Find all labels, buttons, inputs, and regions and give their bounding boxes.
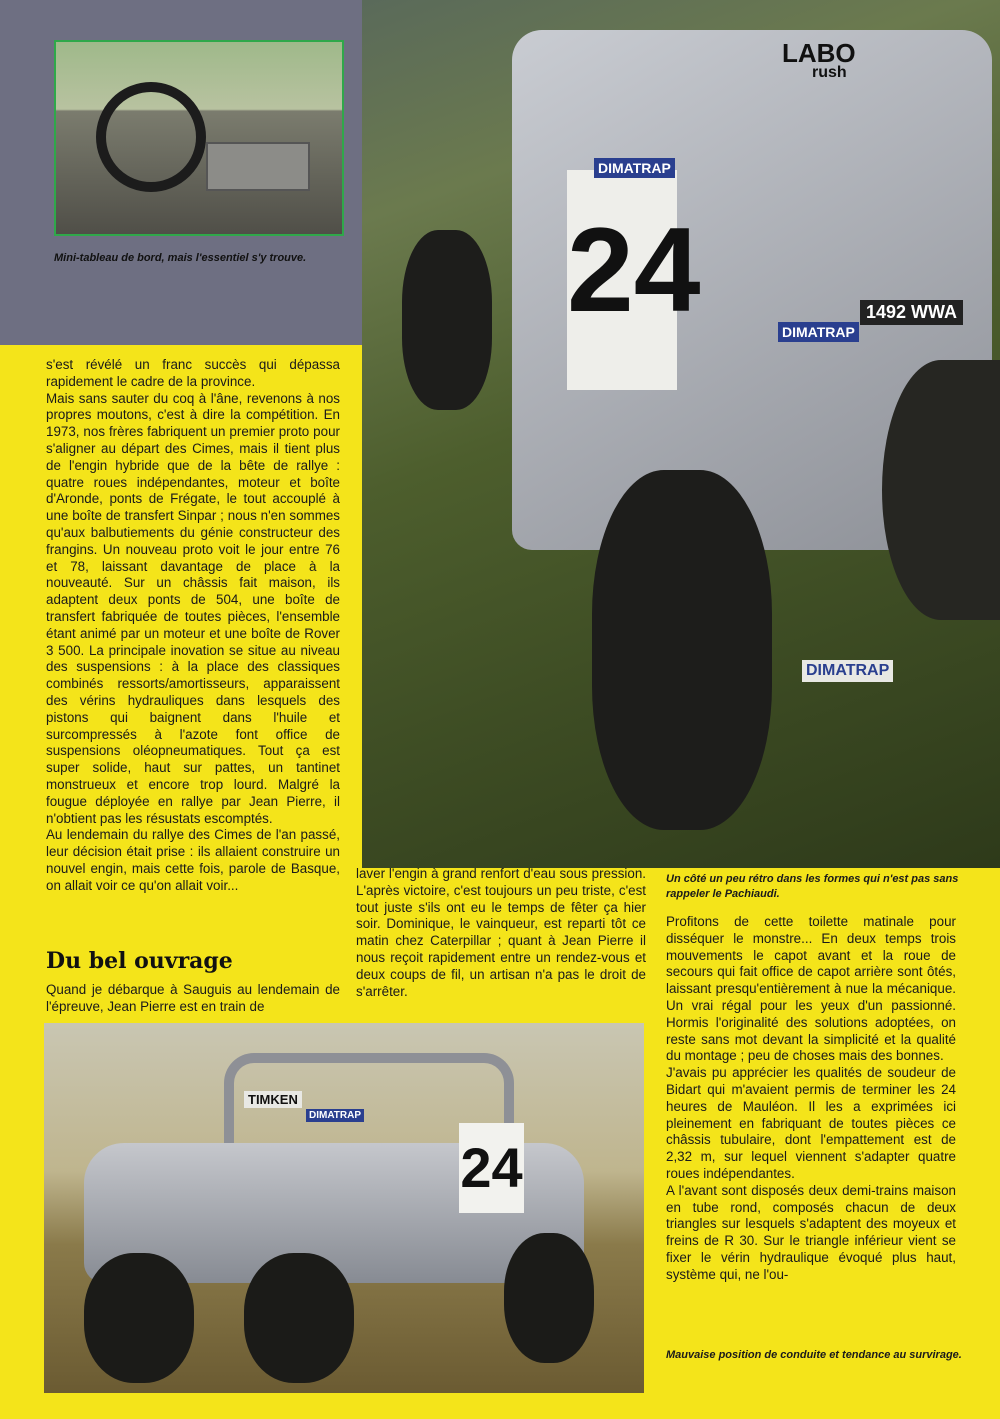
paragraph: A l'avant sont disposés deux demi-trains maison en tube rond, composés chacun de deux triangles sur lesquels s'adaptent des moyeux et freins de R 30. Sur le triangle inférieur vient se fixer le vérin hydraulique évoqué plus haut, système qui, ne l'ou-: [666, 1182, 956, 1282]
dimatrap-sticker-fender: DIMATRAP: [802, 660, 893, 682]
labo-sticker: LABO: [782, 38, 856, 68]
race-number-panel: 24: [459, 1123, 524, 1213]
paragraph: s'est révélé un franc succès qui dépassa rapidement le cadre de la province.: [46, 357, 340, 389]
dimatrap-sticker: DIMATRAP: [306, 1109, 364, 1122]
dashboard-photo: [54, 40, 344, 236]
text-column-1-continued: Quand je débarque à Sauguis au lendemain de l'épreuve, Jean Pierre est en train de: [46, 982, 340, 1014]
license-plate: 1492 WWA: [860, 300, 963, 325]
paragraph: Mais sans sauter du coq à l'âne, revenons à nos propres moutons, c'est à dire la compétition. En 1973, nos frères fabriquent un premier proto pour s'aligner au départ des Cimes, mais il tient plus de l'engin hybride que de la bête de rallye : quatre roues indépendantes, moteur et boîte d'Aronde, ponts de Frégate, le tout accouplé à une boîte de transfert Sinpar ; nous n'en sommes qu'aux balbutiements du génie constructeur des frangins. Un nouveau proto voit le jour entre 76 et 78, laissant davantage de place à la nouveauté. Sur un châssis fait maison, ils adaptent deux ponts de 504, une boîte de transfert fabriquée de toutes pièces, l'ensemble étant animé par un moteur et une boîte de Rover 3 500. La principale inovation se situe au niveau des suspensions : à la place des classiques combinés ressorts/amortisseurs, apparaissent des vérins hydrauliques dans lesquels des pistons qui baignent dans l'huile et surcompressés à l'azote font office de suspensions oléopneumatiques. Tout ça est super solide, haut sur pattes, un tantinet monstrueux et encore trop lourd. Malgré la fougue déployée en rallye par Jean Pierre, il n'obtient pas les résustats escomptés.: [46, 390, 340, 826]
action-photo-caption: Mauvaise position de conduite et tendance au survirage.: [666, 1349, 962, 1361]
text-column-1: [46, 357, 340, 895]
rear-tyre-shape: [402, 230, 492, 410]
timken-sticker: TIMKEN: [244, 1091, 302, 1108]
section-heading: Du bel ouvrage: [46, 948, 233, 974]
dimatrap-sticker-top: DIMATRAP: [594, 158, 675, 178]
buggy-closeup-photo: [362, 0, 1000, 868]
text-column-2: laver l'engin à grand renfort d'eau sous pression. L'après victoire, c'est toujours un peu triste, c'est tout juste s'ils ont eu le temps de fêter ça hier soir. Dominique, le vainqueur, est reparti tôt ce matin chez Caterpillar ; quant à Jean Pierre il nous reçoit rapidement entre un rendez-vous et deux coups de fil, un artisan n'a pas le droit de s'arrêter.: [356, 866, 646, 999]
buggy-action-photo: [44, 1023, 644, 1393]
dashboard-shape: [206, 142, 310, 191]
rear-wheel-shape: [504, 1233, 594, 1363]
paragraph: Profitons de cette toilette matinale pour disséquer le monstre... En deux temps trois mouvements le capot avant et la roue de secours qui fait office de capot arrière sont ôtés, laissant presqu'entièrement à nue la mécanique. Un vrai régal pour les yeux d'un passionné. Hormis l'originalité des solutions adoptées, on reste sans mot devant la simplicité et la qualité du montage ; peu de choses mais des bonnes.: [666, 914, 956, 1064]
paragraph: J'avais pu apprécier les qualités de soudeur de Bidart qui m'avaient permis de terminer les 24 heures de Mauléon. Il les a exprimées ici pleinement en fabriquant de toutes pièces ce châssis tubulaire, dont l'empattement est de 2,32 m, sur lequel viennent s'adapter quatre roues indépendantes.: [666, 1065, 956, 1181]
spare-tyre-shape: [882, 360, 1000, 620]
front-right-wheel-shape: [244, 1253, 354, 1383]
dimatrap-sticker-side: DIMATRAP: [778, 322, 859, 342]
front-left-wheel-shape: [84, 1253, 194, 1383]
text-column-3: [666, 914, 956, 1284]
rush-sticker: rush: [812, 64, 847, 81]
dashboard-photo-caption: Mini-tableau de bord, mais l'essentiel s'y trouve.: [54, 252, 307, 264]
main-photo-caption: Un côté un peu rétro dans les formes qui n'est pas sans rappeler le Pachiaudi.: [666, 873, 959, 900]
paragraph: Au lendemain du rallye des Cimes de l'an passé, leur décision était prise : ils allaient construire un nouvel engin, mais cette fois, parole de Basque, on allait voir ce qu'on allait voir...: [46, 827, 340, 893]
steering-wheel-shape: [96, 82, 206, 192]
front-tyre-shape: [592, 470, 772, 830]
race-number-panel: 24: [567, 170, 677, 390]
